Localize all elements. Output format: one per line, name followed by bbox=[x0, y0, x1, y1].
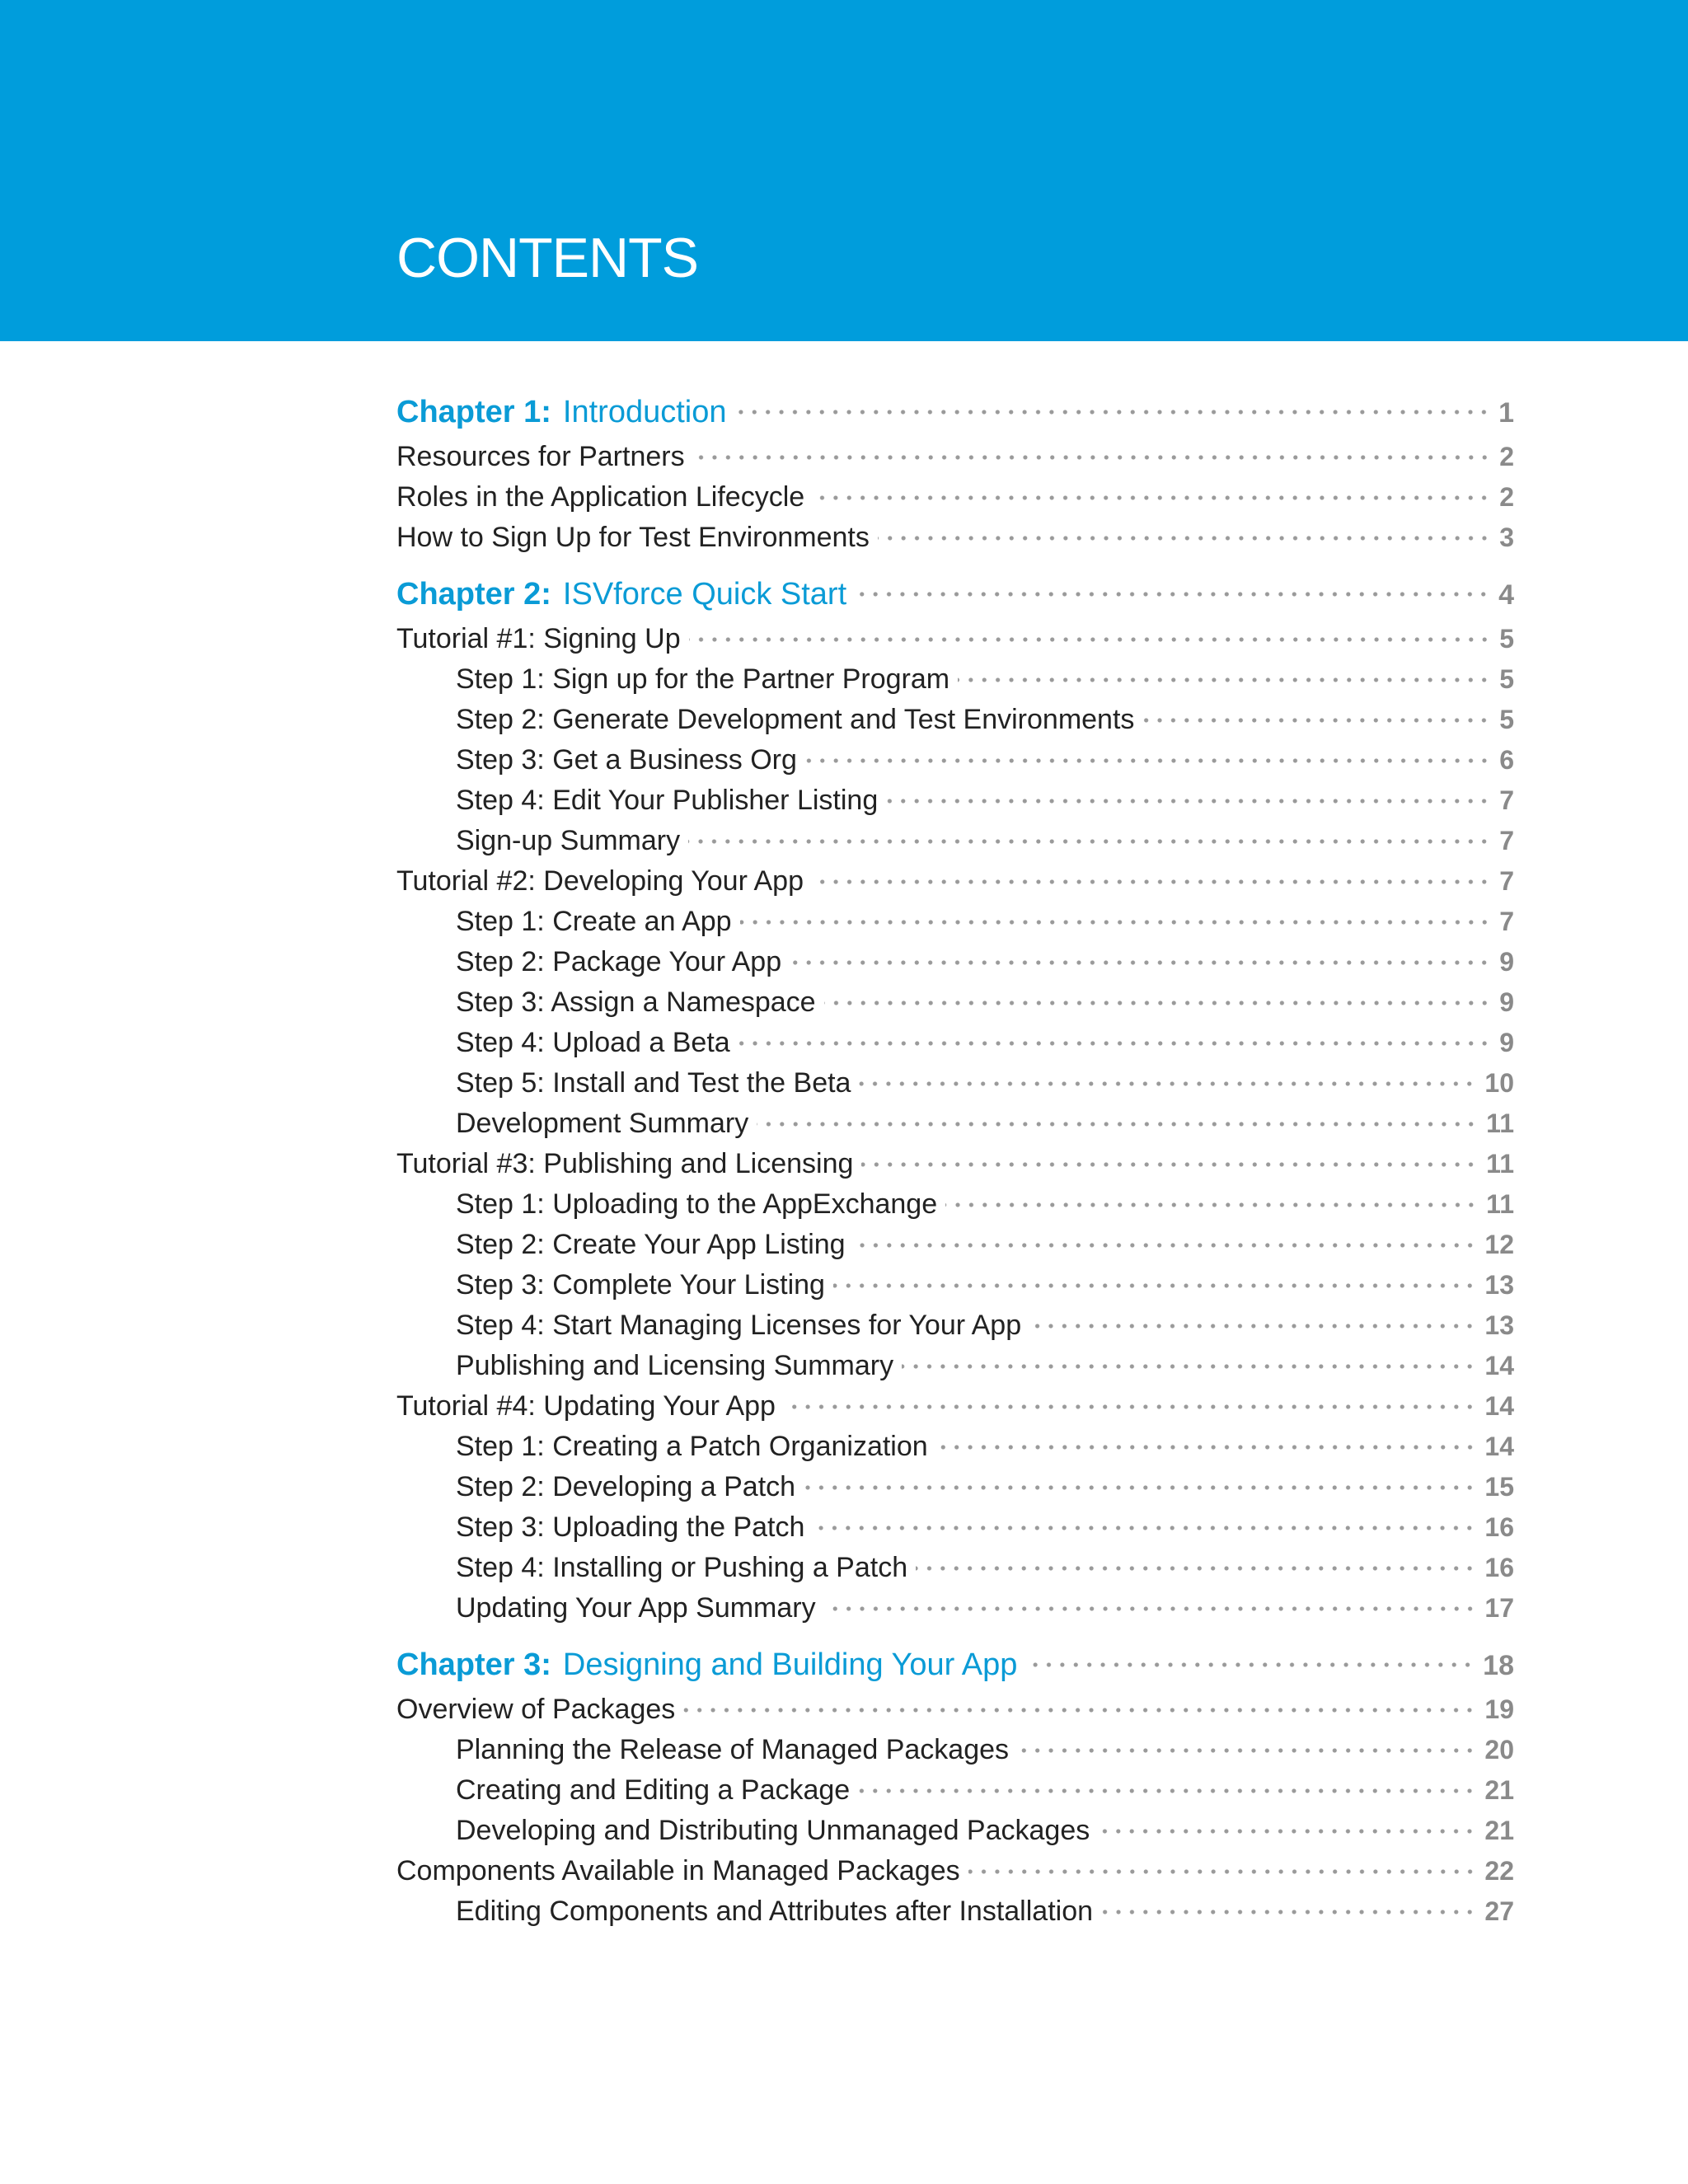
dot-leader bbox=[833, 1272, 1476, 1300]
page-number: 9 bbox=[1499, 1028, 1514, 1057]
dot-leader bbox=[813, 1514, 1476, 1542]
toc-entry-link[interactable] bbox=[396, 518, 1514, 558]
dot-leader bbox=[958, 666, 1491, 694]
entry-title: Developing and Distributing Unmanaged Packages bbox=[456, 1815, 1090, 1846]
entry-title: Tutorial #1: Signing Up bbox=[396, 623, 681, 654]
toc-entry-link[interactable] bbox=[396, 1063, 1514, 1104]
dot-leader bbox=[1017, 1736, 1476, 1765]
dot-leader bbox=[683, 1696, 1476, 1724]
dot-leader bbox=[735, 396, 1491, 428]
page-number: 19 bbox=[1484, 1694, 1514, 1724]
page-number: 14 bbox=[1484, 1391, 1514, 1421]
dot-leader bbox=[861, 1151, 1478, 1179]
entry-title: Editing Components and Attributes after Installation bbox=[456, 1896, 1094, 1927]
page-number: 11 bbox=[1486, 1108, 1514, 1138]
page-title: CONTENTS bbox=[396, 227, 698, 289]
page-number: 13 bbox=[1484, 1310, 1514, 1340]
entry-title: Step 5: Install and Test the Beta bbox=[456, 1067, 851, 1099]
toc-entry-link[interactable] bbox=[396, 1467, 1514, 1507]
toc-entry-link[interactable] bbox=[396, 1427, 1514, 1467]
dot-leader bbox=[855, 579, 1490, 610]
page-number: 14 bbox=[1484, 1351, 1514, 1380]
dot-leader bbox=[757, 1110, 1478, 1138]
dot-leader bbox=[886, 787, 1491, 815]
page-number: 22 bbox=[1484, 1856, 1514, 1886]
toc-entry-link[interactable] bbox=[396, 1184, 1514, 1225]
entry-title: Tutorial #2: Developing Your App bbox=[396, 865, 804, 897]
toc-chapter-link[interactable] bbox=[396, 387, 1514, 437]
entry-title: Step 1: Sign up for the Partner Program bbox=[456, 663, 950, 695]
page-number: 16 bbox=[1484, 1553, 1514, 1582]
page-number: 9 bbox=[1499, 987, 1514, 1017]
toc-entry-link[interactable] bbox=[396, 1305, 1514, 1346]
page-number: 11 bbox=[1486, 1189, 1514, 1219]
toc-entry-link[interactable] bbox=[396, 700, 1514, 740]
dot-leader bbox=[1098, 1817, 1476, 1845]
dot-leader bbox=[859, 1070, 1476, 1098]
toc-entry-link[interactable] bbox=[396, 821, 1514, 861]
entry-title: Step 3: Assign a Namespace bbox=[456, 987, 816, 1018]
entry-title: Updating Your App Summary bbox=[456, 1592, 816, 1624]
page-number: 12 bbox=[1484, 1230, 1514, 1259]
toc-entry-link[interactable] bbox=[396, 477, 1514, 518]
entry-title: How to Sign Up for Test Environments bbox=[396, 522, 870, 553]
page-number: 7 bbox=[1499, 826, 1514, 855]
page-number: 1 bbox=[1498, 397, 1514, 429]
entry-title: Sign-up Summary bbox=[456, 825, 681, 856]
entry-title: Step 2: Create Your App Listing bbox=[456, 1229, 846, 1260]
page-number: 13 bbox=[1484, 1270, 1514, 1300]
page-number: 9 bbox=[1499, 947, 1514, 977]
dot-leader bbox=[945, 1191, 1478, 1219]
toc-entry-link[interactable] bbox=[396, 1346, 1514, 1386]
dot-leader bbox=[1025, 1649, 1475, 1680]
toc-entry-link[interactable] bbox=[396, 1104, 1514, 1144]
chapter-number-label: Chapter 3: bbox=[396, 1647, 551, 1682]
toc-entry-link[interactable] bbox=[396, 1023, 1514, 1063]
dot-leader bbox=[693, 443, 1491, 471]
page-number: 21 bbox=[1484, 1775, 1514, 1805]
dot-leader bbox=[968, 1858, 1477, 1886]
dot-leader bbox=[688, 827, 1491, 855]
chapter-number-label: Chapter 2: bbox=[396, 577, 551, 612]
page-number: 4 bbox=[1498, 579, 1514, 611]
entry-title: Creating and Editing a Package bbox=[456, 1774, 851, 1806]
page-number: 5 bbox=[1499, 664, 1514, 694]
toc-entry-link[interactable] bbox=[396, 1507, 1514, 1548]
dot-leader bbox=[805, 747, 1491, 775]
toc-entry-link[interactable] bbox=[396, 861, 1514, 902]
entry-title: Development Summary bbox=[456, 1108, 749, 1139]
toc-chapter-link[interactable] bbox=[396, 1640, 1514, 1690]
page-number: 5 bbox=[1499, 624, 1514, 654]
dot-leader bbox=[738, 1029, 1491, 1057]
toc-entry-link[interactable] bbox=[396, 1811, 1514, 1851]
entry-title: Planning the Release of Managed Packages bbox=[456, 1734, 1010, 1765]
toc-entry-link[interactable] bbox=[396, 780, 1514, 821]
toc-entry-link[interactable] bbox=[396, 1386, 1514, 1427]
dot-leader bbox=[854, 1231, 1477, 1259]
entry-title: Step 4: Installing or Pushing a Patch bbox=[456, 1552, 908, 1583]
dot-leader bbox=[813, 484, 1491, 512]
entry-title: Step 1: Uploading to the AppExchange bbox=[456, 1188, 938, 1220]
entry-title: Tutorial #3: Publishing and Licensing bbox=[396, 1148, 854, 1179]
entry-title: Step 4: Start Managing Licenses for Your App bbox=[456, 1310, 1022, 1341]
page-number: 10 bbox=[1484, 1068, 1514, 1098]
dot-leader bbox=[689, 626, 1491, 654]
chapter-number-label: Chapter 1: bbox=[396, 395, 551, 429]
dot-leader bbox=[812, 868, 1491, 896]
dot-leader bbox=[824, 989, 1491, 1017]
entry-title: Step 3: Uploading the Patch bbox=[456, 1511, 805, 1543]
chapter-title: Introduction bbox=[562, 395, 727, 429]
dot-leader bbox=[916, 1554, 1476, 1582]
entry-title: Tutorial #4: Updating Your App bbox=[396, 1390, 776, 1422]
dot-leader bbox=[902, 1352, 1476, 1380]
dot-leader bbox=[858, 1777, 1476, 1805]
toc-chapter-link[interactable] bbox=[396, 569, 1514, 619]
page-number: 7 bbox=[1499, 785, 1514, 815]
toc-entry-link[interactable] bbox=[396, 1690, 1514, 1730]
entry-title: Step 3: Complete Your Listing bbox=[456, 1269, 825, 1301]
entry-title: Step 1: Create an App bbox=[456, 906, 732, 937]
dot-leader bbox=[740, 908, 1491, 936]
toc-entry-link[interactable] bbox=[396, 1144, 1514, 1184]
entry-title: Resources for Partners bbox=[396, 441, 685, 472]
dot-leader bbox=[1101, 1898, 1476, 1926]
page-number: 20 bbox=[1484, 1735, 1514, 1765]
entry-title: Publishing and Licensing Summary bbox=[456, 1350, 894, 1381]
entry-title: Step 3: Get a Business Org bbox=[456, 744, 797, 776]
entry-title: Step 4: Edit Your Publisher Listing bbox=[456, 785, 879, 816]
page-number: 21 bbox=[1484, 1816, 1514, 1845]
page-number: 17 bbox=[1484, 1593, 1514, 1623]
page-number: 16 bbox=[1484, 1512, 1514, 1542]
page-number: 15 bbox=[1484, 1472, 1514, 1502]
page-number: 7 bbox=[1499, 907, 1514, 936]
page-number: 2 bbox=[1499, 482, 1514, 512]
page-number: 3 bbox=[1499, 523, 1514, 552]
toc-entry-link[interactable] bbox=[396, 437, 1514, 477]
entry-title: Roles in the Application Lifecycle bbox=[396, 481, 805, 513]
toc-entry-link[interactable] bbox=[396, 1265, 1514, 1305]
dot-leader bbox=[824, 1595, 1477, 1623]
chapter-title: ISVforce Quick Start bbox=[562, 577, 847, 612]
page-number: 2 bbox=[1499, 442, 1514, 471]
toc-entry-link[interactable] bbox=[396, 1730, 1514, 1770]
entry-title: Step 4: Upload a Beta bbox=[456, 1027, 730, 1058]
toc-entry-link[interactable] bbox=[396, 1851, 1514, 1891]
toc-entry-link[interactable] bbox=[396, 740, 1514, 780]
entry-title: Overview of Packages bbox=[396, 1694, 676, 1725]
table-of-contents bbox=[396, 387, 1514, 1932]
toc-entry-link[interactable] bbox=[396, 619, 1514, 659]
dot-leader bbox=[936, 1433, 1477, 1461]
toc-entry-link[interactable] bbox=[396, 659, 1514, 700]
page-number: 7 bbox=[1499, 866, 1514, 896]
toc-entry-link[interactable] bbox=[396, 982, 1514, 1023]
toc-entry-link[interactable] bbox=[396, 1588, 1514, 1629]
chapter-title: Designing and Building Your App bbox=[562, 1647, 1018, 1682]
header-banner bbox=[0, 0, 1688, 341]
page-number: 6 bbox=[1499, 745, 1514, 775]
page-number: 14 bbox=[1484, 1432, 1514, 1461]
toc-entry-link[interactable] bbox=[396, 1770, 1514, 1811]
entry-title: Step 2: Generate Development and Test Environments bbox=[456, 704, 1135, 735]
page-number: 5 bbox=[1499, 705, 1514, 734]
toc-entry-link[interactable] bbox=[396, 1891, 1514, 1932]
dot-leader bbox=[1029, 1312, 1476, 1340]
toc-entry-link[interactable] bbox=[396, 902, 1514, 942]
page-number: 27 bbox=[1484, 1896, 1514, 1926]
dot-leader bbox=[1142, 706, 1491, 734]
dot-leader bbox=[790, 949, 1491, 977]
dot-leader bbox=[878, 524, 1491, 552]
entry-title: Components Available in Managed Packages bbox=[396, 1855, 960, 1886]
page-number: 11 bbox=[1486, 1149, 1514, 1179]
toc-entry-link[interactable] bbox=[396, 1548, 1514, 1588]
dot-leader bbox=[784, 1393, 1476, 1421]
toc-entry-link[interactable] bbox=[396, 1225, 1514, 1265]
toc-entry-link[interactable] bbox=[396, 942, 1514, 982]
entry-title: Step 2: Developing a Patch bbox=[456, 1471, 796, 1502]
entry-title: Step 2: Package Your App bbox=[456, 946, 782, 977]
dot-leader bbox=[804, 1474, 1476, 1502]
entry-title: Step 1: Creating a Patch Organization bbox=[456, 1431, 928, 1462]
page-number: 18 bbox=[1483, 1650, 1514, 1681]
